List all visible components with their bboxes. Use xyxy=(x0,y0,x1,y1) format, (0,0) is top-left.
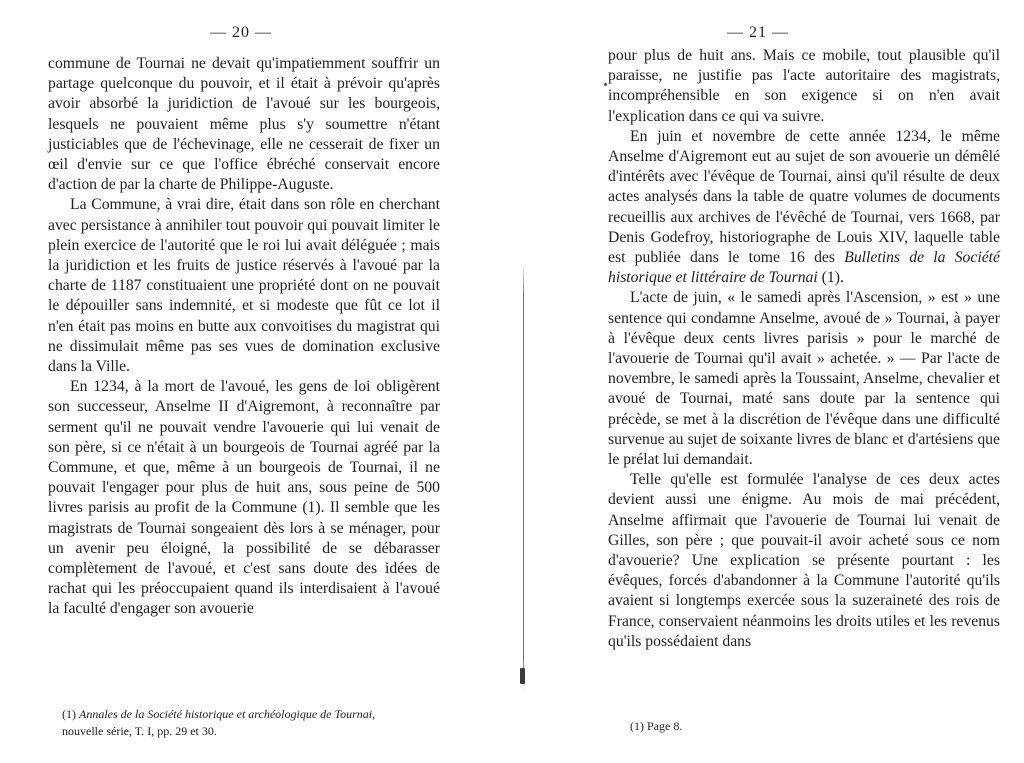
right-page xyxy=(512,0,1024,763)
footnote-marker: (1) xyxy=(62,707,76,721)
paragraph-text: En juin et novembre de cette année 1234, le même Anselme d'Aigremont eut au sujet de son avouerie un démêlé d'intérêts avec l'évêque de Tournai, ainsi qu'il résulte de deux actes analysés dans la table de quatre volumes de documents recueillis aux archives de l'évêché de Tournai, vers 1668, par Denis Godefroy, historiographe de Louis XIV, laquelle table est publiée dans le tome 16 des xyxy=(608,127,1000,267)
footnote-source-title: Annales de la Société historique et archéologique de Tournai, xyxy=(79,707,376,721)
paragraph: L'acte de juin, « le samedi après l'Ascension, » est » une sentence qui condamne Anselme, avoué de » Tournai, à payer à l'évêque deux cents livres parisis » pour le marché de l'avouerie de Tournai qu'il avait » achetée. » — Par l'acte de novembre, le samedi après la Toussaint, Anselme, chevalier et avoué de Tournai, maté sans doute par la sentence qui précède, se met à la discrétion de l'évêque dans une difficulté survenue au sujet de soixante livres de blanc et d'artésiens que le prélat lui demandait. xyxy=(608,289,1000,469)
publication-title: Bulletins de la Société historique et littéraire de Tournai xyxy=(608,249,1001,287)
paragraph: Telle qu'elle est formulée l'analyse de ces deux actes devient aussi une énigme. Au mois de mai précédent, Anselme affirmait que l'avouerie de Tournai lui venait de Gilles, son père ; que pouvait-il avoir acheté sous ce nom d'avouerie? Une explication se présente pourtant : les évêques, forcés d'abandonner à la Commune l'autorité qu'ils avaient si longtemps exercée sous la suzeraineté des rois de France, conservaient néanmoins les droits utiles et les revenus qu'ils possédaient dans xyxy=(608,471,1000,650)
margin-dot xyxy=(604,83,607,86)
paragraph: La Commune, à vrai dire, était dans son rôle en cherchant avec persistance à annihiler tout pouvoir qui pouvait limiter le plein exercice de l'autorité que le roi lui avait déléguée ; mais la juridiction et les fruits de justice réservés à l'avoué par la charte de 1187 constituaient une propriété dont on ne pouvait le dépouiller sans indemnité, et si modeste que fût ce lot il n'en était pas moins en butte aux convoitises du magistrat qui ne dissimulait même pas ses vues de domination exclusive dans la Ville. xyxy=(48,196,440,376)
footnote-reference: nouvelle série, T. I, pp. 29 et 30. xyxy=(62,724,217,738)
page-number: — 20 — xyxy=(210,24,272,41)
paragraph: commune de Tournai ne devait qu'impatiemment souffrir un partage quelconque du pouvoir, et il était à prévoir qu'après avoir absorbé la juridiction de l'avoué sur les bourgeois, lesquels ne pouvaient même plus s'y soumettre n'étant justiciables que de l'échevinage, elle ne cesserait de fixer un œil d'envie sur ce que l'office ébréché conservait encore d'action de par la charte de Philippe-Auguste. xyxy=(48,55,440,194)
body-text xyxy=(608,46,1000,652)
footnote-reference-mark: (1). xyxy=(817,269,844,287)
paragraph xyxy=(608,127,1000,289)
footnote xyxy=(62,706,447,740)
page-number: — 21 — xyxy=(727,24,789,41)
paragraph: En 1234, à la mort de l'avoué, les gens de loi obligèrent son successeur, Anselme II d'Aigremont, à reconnaître par serment qu'il ne pouvait vendre l'avouerie qui lui venait de son père, si ce n'était à un bourgeois de Tournai agréé par la Commune, et que, même à un bourgeois de Tournai, il ne pouvait l'engager pour plus de huit ans, sous peine de 500 livres parisis au profit de la Commune (1). Il semble que les magistrats de Tournai songeaient dès lors à se ménager, pour un avenir peu éloigné, la possibilité de se débarasser complètement de l'avoué, et c'est sans doute des idées de rachat qui les préoccupaient quand ils interdisaient à l'avoué la faculté d'engager son avouerie xyxy=(48,378,440,618)
body-text xyxy=(48,54,440,620)
footnote: (1) Page 8. xyxy=(630,719,683,733)
paragraph: pour plus de huit ans. Mais ce mobile, tout plausible qu'il paraisse, ne justifie pas l'acte autoritaire des magistrats, incompréhensible en son exigence si on n'en avait l'explication dans ce qui va suivre. xyxy=(608,47,1000,125)
